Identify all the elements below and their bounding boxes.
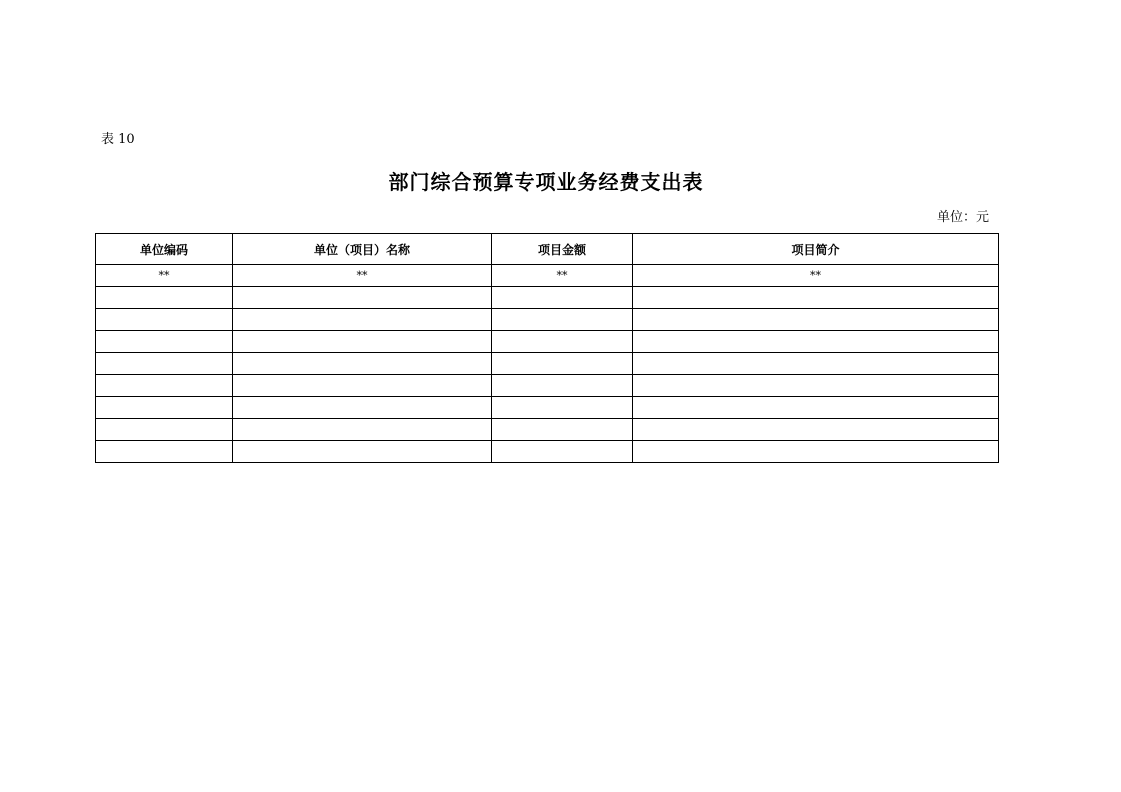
table-row [96, 375, 999, 397]
table-row [96, 331, 999, 353]
cell-unit-name [233, 419, 492, 441]
column-header-description: 项目简介 [633, 234, 999, 265]
table-row [96, 397, 999, 419]
table-row [96, 265, 999, 287]
cell-description [633, 309, 999, 331]
cell-unit-name [233, 309, 492, 331]
cell-unit-name [233, 287, 492, 309]
table-row [96, 353, 999, 375]
column-header-unit-name: 单位（项目）名称 [233, 234, 492, 265]
cell-amount [492, 309, 633, 331]
cell-description [633, 419, 999, 441]
cell-amount [492, 331, 633, 353]
cell-unit-code [96, 309, 233, 331]
cell-unit-code [96, 287, 233, 309]
table-number: 表 10 [101, 132, 135, 147]
cell-unit-name [233, 441, 492, 463]
page-title: 部门综合预算专项业务经费支出表 [388, 170, 704, 194]
unit-label: 单位：元 [936, 210, 989, 225]
cell-unit-name [233, 375, 492, 397]
cell-amount [492, 397, 633, 419]
column-header-unit-code: 单位编码 [96, 234, 233, 265]
cell-unit-code [96, 441, 233, 463]
cell-description [633, 287, 999, 309]
cell-amount: ** [492, 265, 633, 287]
cell-unit-code [96, 375, 233, 397]
cell-unit-code [96, 397, 233, 419]
cell-amount [492, 375, 633, 397]
cell-unit-code: ** [96, 265, 233, 287]
cell-amount [492, 287, 633, 309]
cell-description: ** [633, 265, 999, 287]
table-row [96, 309, 999, 331]
table-body [96, 265, 999, 463]
cell-unit-code [96, 331, 233, 353]
cell-amount [492, 353, 633, 375]
cell-amount [492, 441, 633, 463]
cell-description [633, 353, 999, 375]
cell-amount [492, 419, 633, 441]
cell-description [633, 397, 999, 419]
cell-unit-code [96, 419, 233, 441]
cell-unit-name [233, 397, 492, 419]
column-header-amount: 项目金额 [492, 234, 633, 265]
cell-unit-code [96, 353, 233, 375]
table-header-row [96, 234, 999, 265]
cell-description [633, 375, 999, 397]
table-row [96, 441, 999, 463]
cell-unit-name: ** [233, 265, 492, 287]
cell-unit-name [233, 353, 492, 375]
cell-description [633, 441, 999, 463]
table-row [96, 419, 999, 441]
table-row [96, 287, 999, 309]
cell-unit-name [233, 331, 492, 353]
budget-table [95, 233, 999, 463]
cell-description [633, 331, 999, 353]
